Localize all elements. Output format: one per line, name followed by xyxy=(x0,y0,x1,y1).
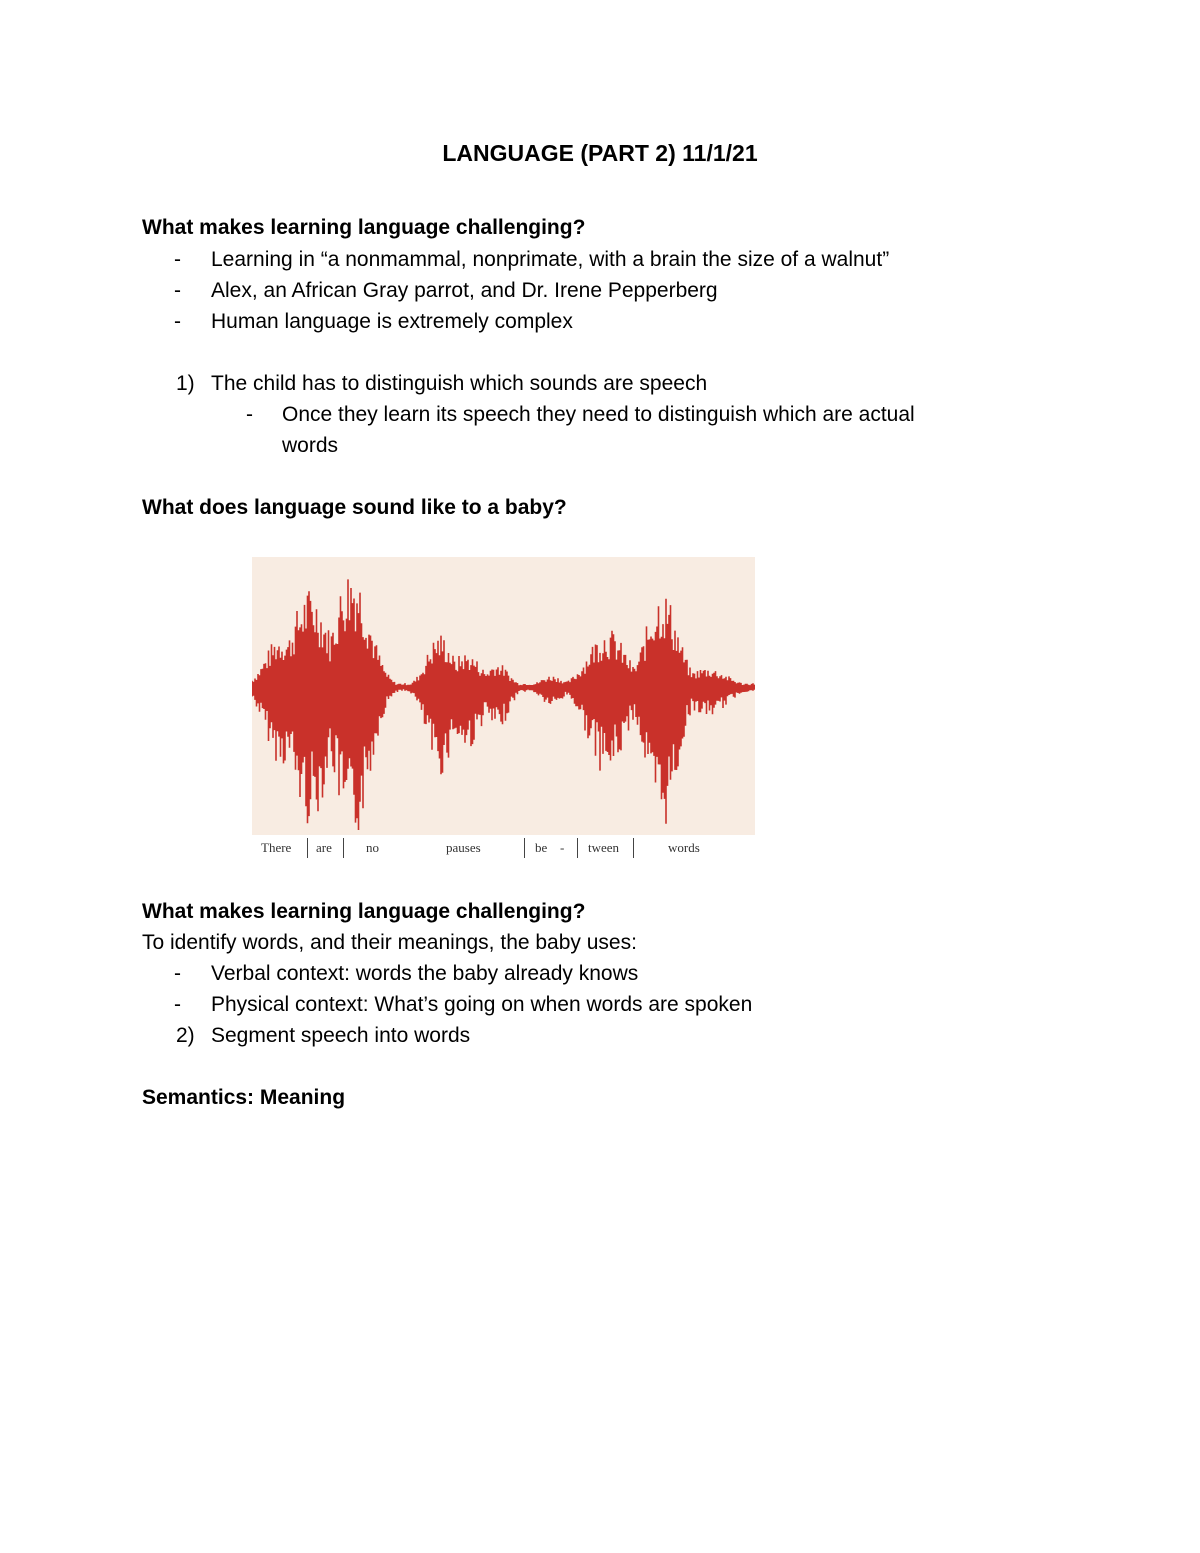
bullet-item: Alex, an African Gray parrot, and Dr. Irene Pepperberg xyxy=(211,279,718,302)
waveform-word-labels xyxy=(252,838,762,860)
word-label: pauses xyxy=(446,840,481,855)
section-heading: What makes learning language challenging? xyxy=(142,216,586,239)
bullet-dash: - xyxy=(174,962,181,985)
sub-bullet-item: Once they learn its speech they need to distinguish which are actual xyxy=(282,403,915,426)
bullet-item: Human language is extremely complex xyxy=(211,310,573,333)
bullet-item: Verbal context: words the baby already knows xyxy=(211,962,639,985)
section-heading: Semantics: Meaning xyxy=(142,1086,346,1109)
word-divider xyxy=(343,838,344,858)
list-number: 2) xyxy=(176,1024,195,1047)
intro-text: To identify words, and their meanings, the baby uses: xyxy=(142,931,637,954)
numbered-item: The child has to distinguish which sounds are speech xyxy=(211,372,708,395)
section-heading: What does language sound like to a baby? xyxy=(142,496,567,519)
word-label: There xyxy=(261,840,292,855)
word-divider xyxy=(307,838,308,858)
word-label: words xyxy=(668,840,700,855)
word-label: be xyxy=(535,840,548,855)
sub-bullet-item-continued: words xyxy=(282,434,339,457)
bullet-dash: - xyxy=(174,310,181,333)
word-divider xyxy=(633,838,634,858)
bullet-dash: - xyxy=(174,279,181,302)
word-divider xyxy=(524,838,525,858)
word-label: no xyxy=(366,840,379,855)
list-number: 1) xyxy=(176,372,195,395)
bullet-dash: - xyxy=(246,403,253,426)
waveform-path xyxy=(252,579,755,830)
word-label: tween xyxy=(588,840,620,855)
word-label: are xyxy=(316,840,332,855)
bullet-item: Learning in “a nonmammal, nonprimate, with a brain the size of a walnut” xyxy=(211,248,890,271)
page-title: LANGUAGE (PART 2) 11/1/21 xyxy=(442,140,758,166)
bullet-dash: - xyxy=(174,248,181,271)
numbered-item: Segment speech into words xyxy=(211,1024,471,1047)
word-divider xyxy=(577,838,578,858)
word-label: - xyxy=(560,840,565,855)
waveform-graphic xyxy=(252,557,755,835)
section-heading: What makes learning language challenging? xyxy=(142,900,586,923)
bullet-item: Physical context: What’s going on when words are spoken xyxy=(211,993,753,1016)
bullet-dash: - xyxy=(174,993,181,1016)
speech-waveform-figure xyxy=(252,557,755,835)
